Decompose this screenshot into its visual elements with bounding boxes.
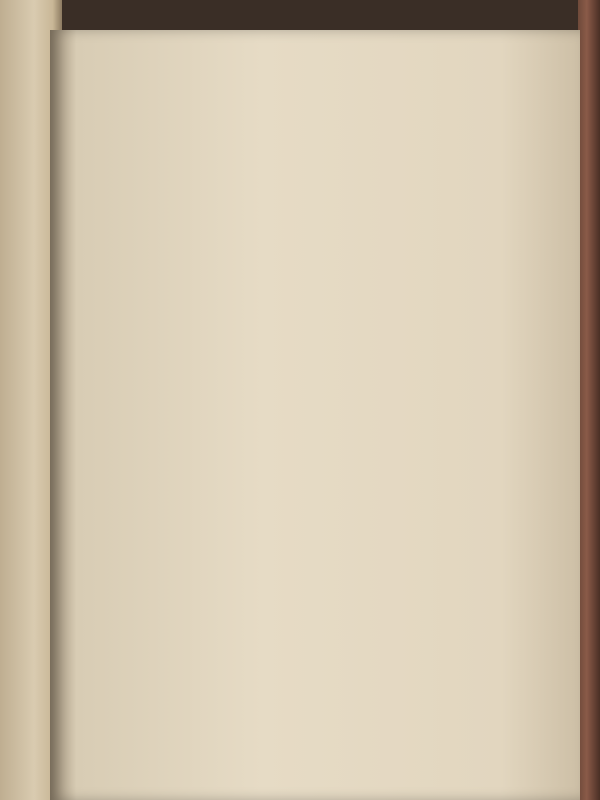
book-cover-edge (578, 0, 600, 800)
bill-of-mortality-page (50, 30, 580, 800)
